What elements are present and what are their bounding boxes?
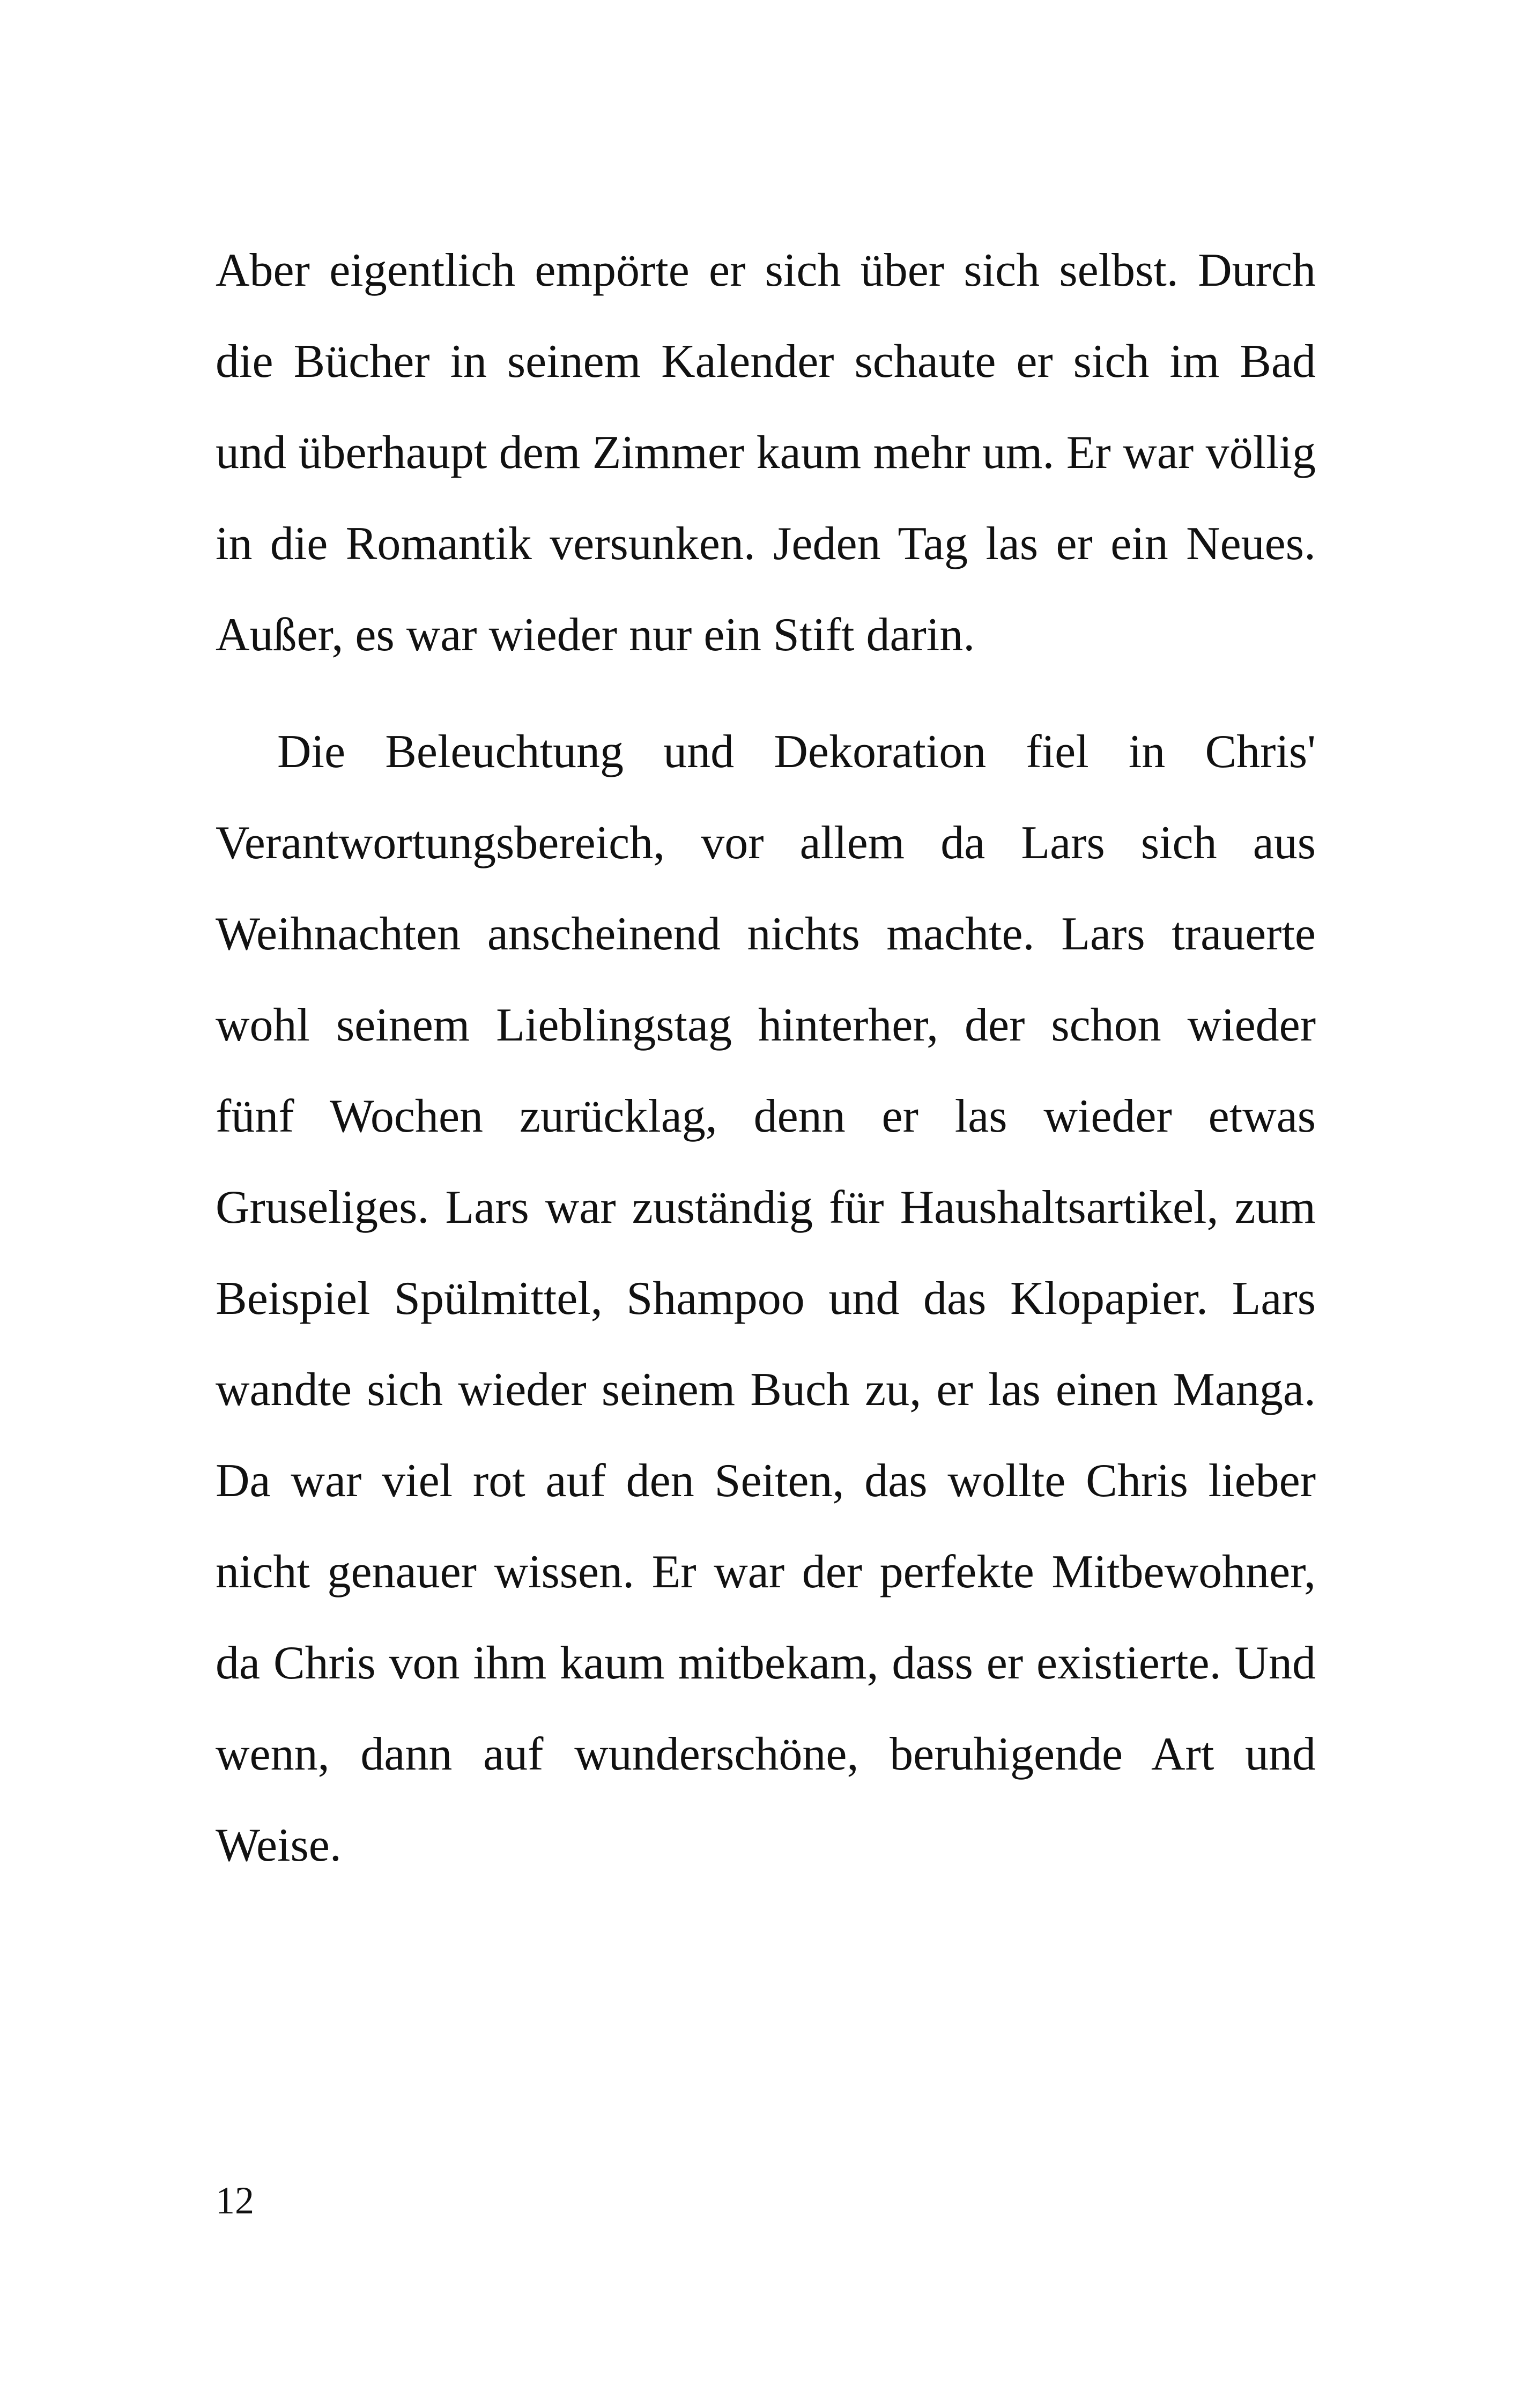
page-number: 12 <box>216 2179 254 2222</box>
body-text <box>216 225 1316 1891</box>
paragraph-1: Aber eigentlich empörte er sich über sich selbst. Durch die Bücher in seinem Kalender schaute er sich im Bad und überhaupt dem Zimmer kaum mehr um. Er war völlig in die Romantik versunken. Jeden Tag las er ein Neues. Außer, es war wieder nur ein Stift darin. <box>216 244 1316 661</box>
paragraph-2: Die Beleuchtung und Dekoration fiel in Chris' Verantwortungsbereich, vor allem da Lars sich aus Weihnachten anscheinend nichts machte. Lars trauerte wohl seinem Lieblingstag hinterher, der schon wieder fünf Wochen zurücklag, denn er las wieder etwas Gruseliges. Lars war zuständig für Haushaltsartikel, zum Beispiel Spülmittel, Shampoo und das Klopapier. Lars wandte sich wieder seinem Buch zu, er las einen Manga. Da war viel rot auf den Seiten, das wollte Chris lieber nicht genauer wissen. Er war der perfekte Mitbewohner, da Chris von ihm kaum mitbekam, dass er existierte. Und wenn, dann auf wunderschöne, beruhigende Art und Weise. <box>216 726 1316 1871</box>
